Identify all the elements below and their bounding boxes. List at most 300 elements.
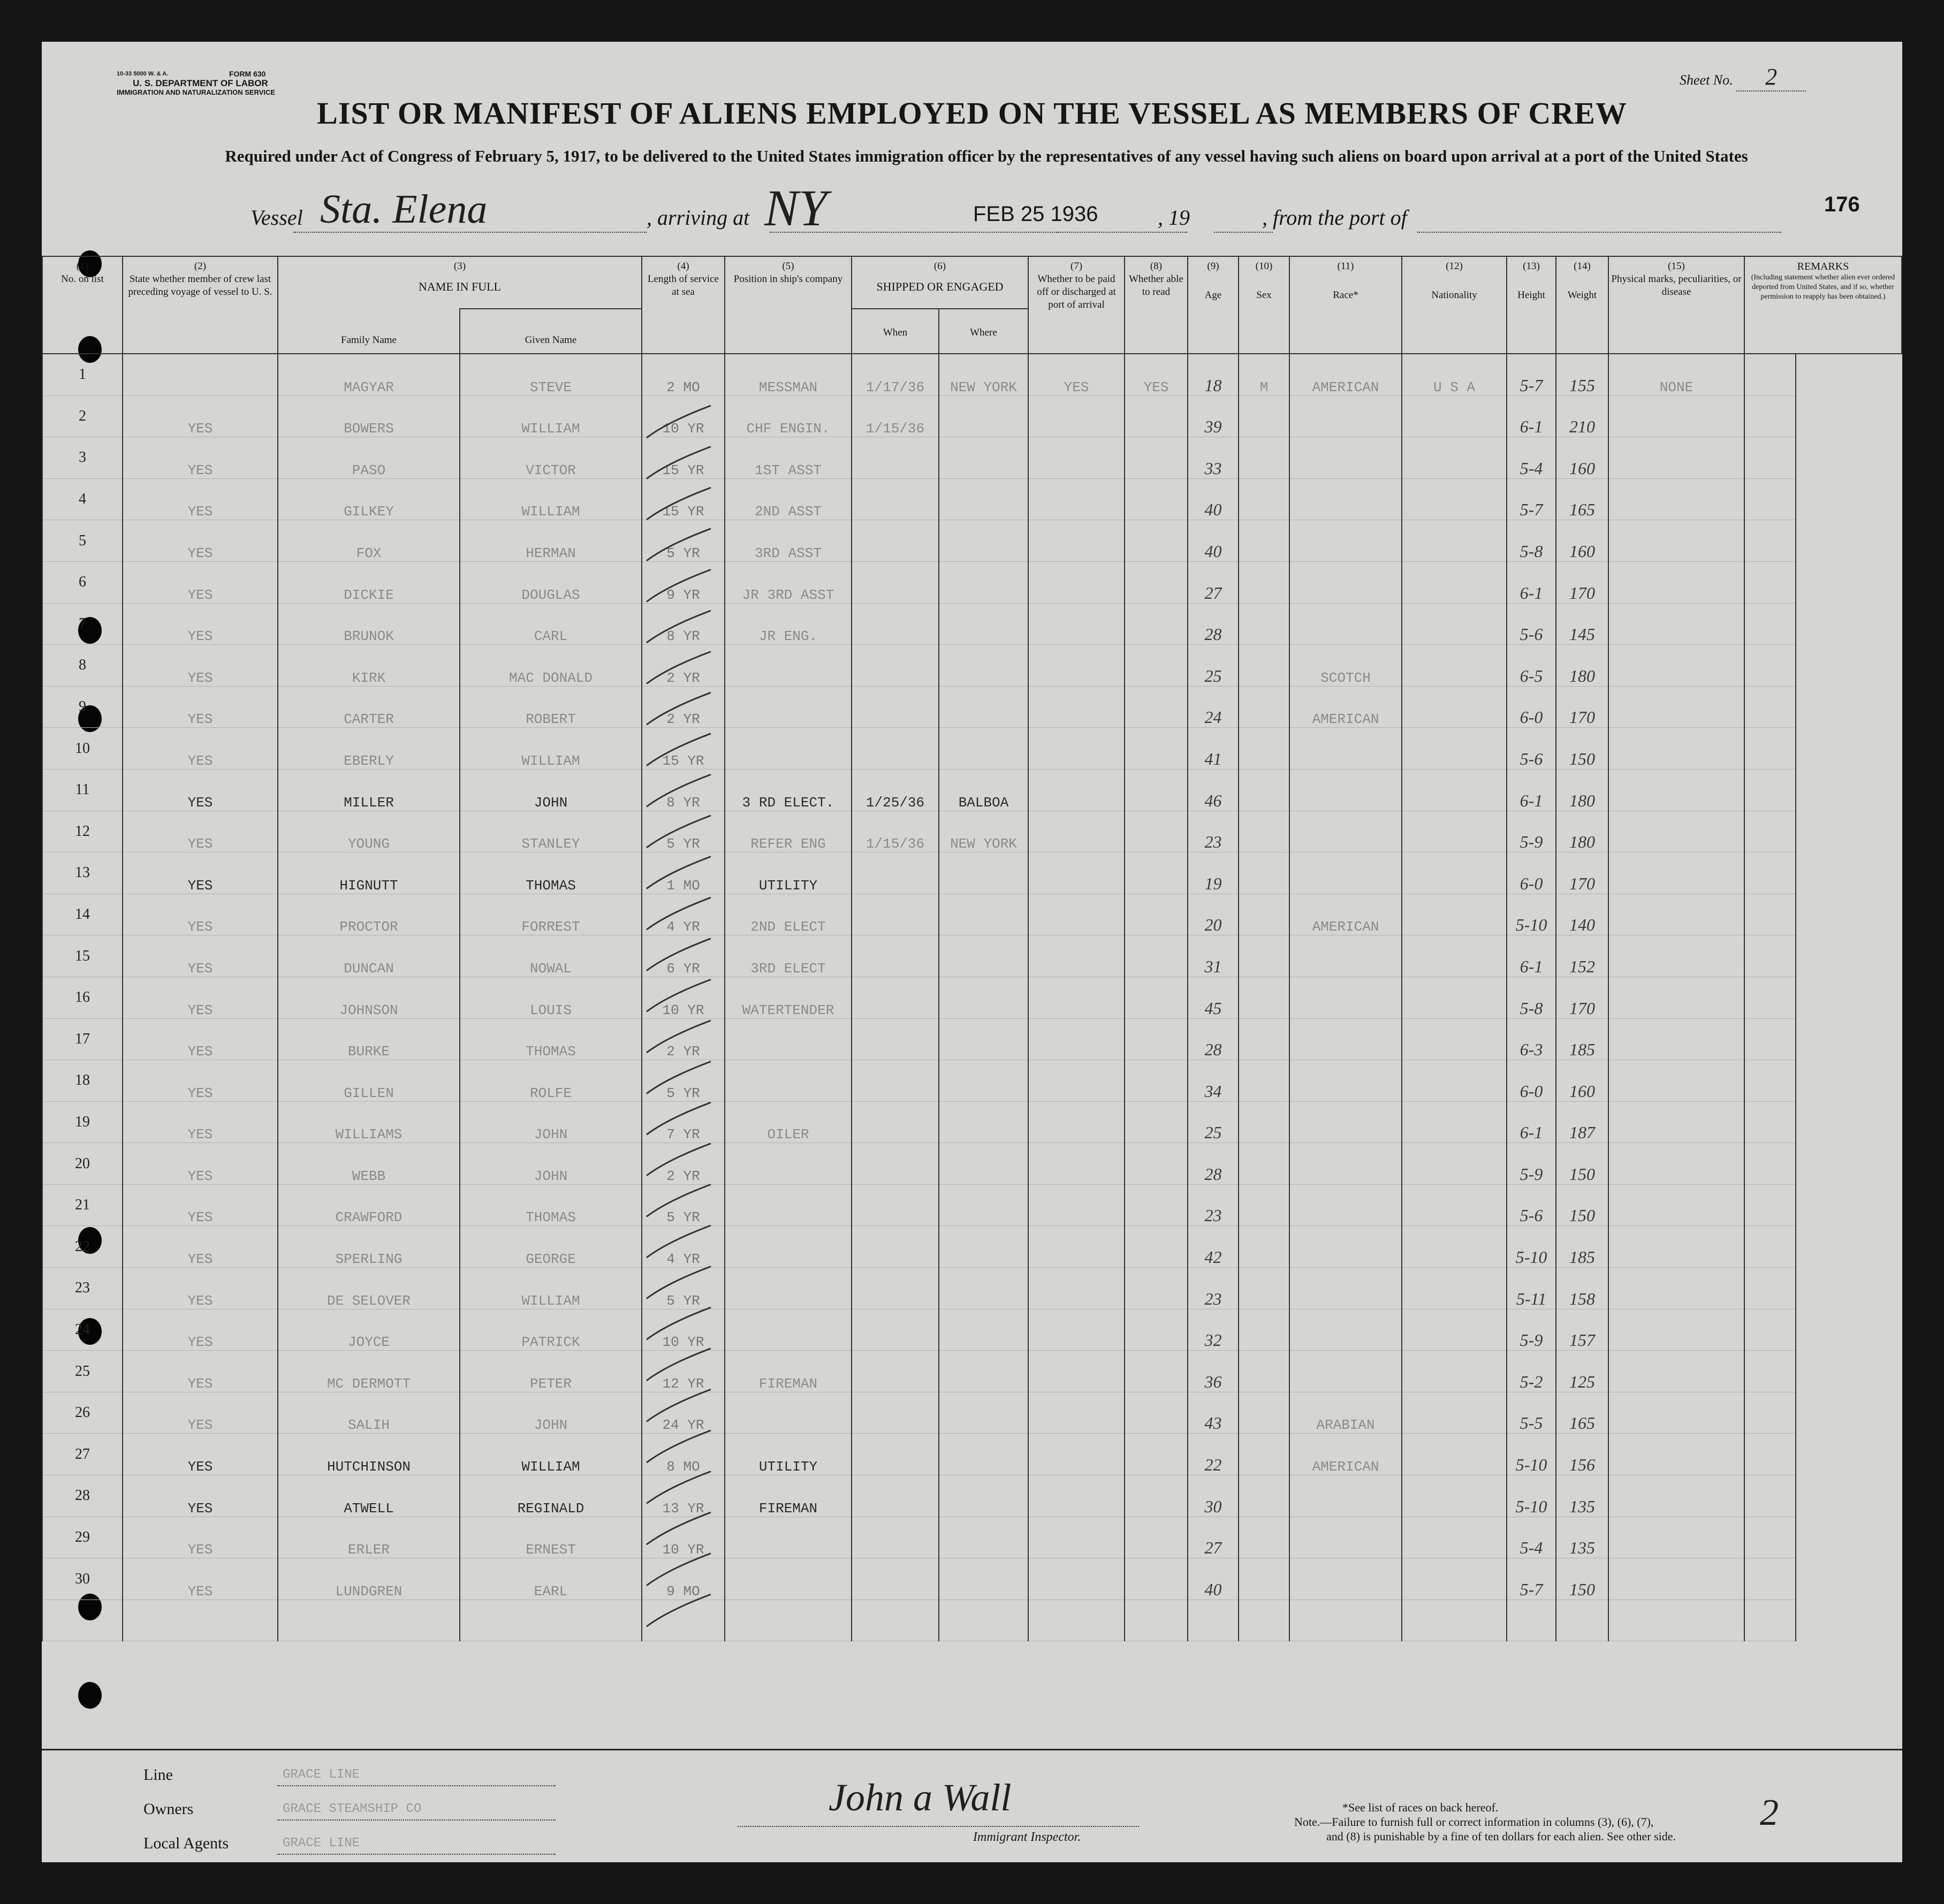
footer-rule [42,1749,1902,1750]
blank-cell [725,1600,852,1641]
cell-given: PETER [460,1351,642,1392]
cell-paid [1028,769,1125,811]
cell-service: 4 YR [642,1226,725,1268]
cell-sex [1239,769,1289,811]
cell-prev: YES [123,1143,278,1185]
cell-marks [1608,894,1744,935]
cell-sex [1239,1101,1289,1143]
cell-marks: NONE [1608,354,1744,395]
cell-weight: 170 [1556,852,1608,894]
cell-where [939,1143,1028,1185]
blank-cell [852,1600,939,1641]
cell-sex [1239,645,1289,687]
table-row [42,395,1902,437]
cell-no: 2 [42,395,123,437]
pencil-tick [647,774,711,806]
cell-given: STEVE [460,354,642,395]
cell-where [939,1392,1028,1434]
year-label: , 19 [1158,205,1190,230]
cell-weight: 170 [1556,977,1608,1018]
table-row [42,1434,1902,1475]
cell-weight: 155 [1556,354,1608,395]
cell-no: 6 [42,561,123,603]
cell-paid [1028,1434,1125,1475]
cell-nationality [1402,1184,1507,1226]
cell-read [1125,1309,1188,1351]
cell-race [1289,935,1402,977]
cell-when [852,852,939,894]
col-14-header: (14) Weight [1556,256,1608,354]
cell-sex [1239,977,1289,1018]
cell-position [725,1517,852,1558]
cell-age: 43 [1188,1392,1239,1434]
cell-sex [1239,395,1289,437]
cell-when [852,1268,939,1309]
cell-position: UTILITY [725,1434,852,1475]
cell-sex [1239,1434,1289,1475]
cell-age: 36 [1188,1351,1239,1392]
cell-no: 5 [42,520,123,562]
cell-read [1125,1434,1188,1475]
cell-weight: 185 [1556,1226,1608,1268]
cell-no: 8 [42,645,123,687]
cell-remarks [1744,1143,1796,1185]
cell-nationality [1402,561,1507,603]
table-row [42,354,1902,395]
document-subtitle: Required under Act of Congress of February 5, 1917, to be delivered to the United States immigration officer by the representatives of any vessel having such aliens on board upon arrival at a port of the United States [225,147,1748,165]
corner-page-number: 2 [1760,1792,1779,1833]
cell-marks [1608,1392,1744,1434]
cell-read [1125,1060,1188,1102]
cell-marks [1608,1060,1744,1102]
pencil-tick [647,939,711,971]
cell-no: 27 [42,1434,123,1475]
cell-marks [1608,1226,1744,1268]
cell-no: 11 [42,769,123,811]
blank-cell [1556,1600,1608,1641]
cell-given: THOMAS [460,852,642,894]
table-row [42,977,1902,1018]
where-header: Where [939,309,1028,354]
cell-sex [1239,935,1289,977]
cell-position [725,728,852,770]
cell-position [725,1226,852,1268]
cell-paid [1028,520,1125,562]
cell-read [1125,1101,1188,1143]
cell-remarks [1744,1475,1796,1517]
cell-paid [1028,1226,1125,1268]
pencil-tick [647,1225,711,1258]
manifest-sheet [42,42,1902,1862]
cell-where [939,1060,1028,1102]
cell-no: 10 [42,728,123,770]
cell-family: DUNCAN [278,935,460,977]
footnotes [1294,1800,1765,1844]
cell-family: EBERLY [278,728,460,770]
cell-nationality [1402,478,1507,520]
cell-given: CARL [460,603,642,645]
manifest-rows [42,354,1902,1641]
cell-nationality [1402,1018,1507,1060]
cell-read [1125,1475,1188,1517]
cell-read [1125,645,1188,687]
department-name: U. S. DEPARTMENT OF LABOR [133,78,268,88]
cell-position: FIREMAN [725,1475,852,1517]
col-8-header: (8) Whether able to read [1125,256,1188,354]
table-row [42,811,1902,852]
cell-age: 45 [1188,977,1239,1018]
cell-race [1289,561,1402,603]
cell-family: KIRK [278,645,460,687]
cell-service: 10 YR [642,977,725,1018]
cell-prev: YES [123,645,278,687]
cell-where [939,603,1028,645]
cell-remarks [1744,1309,1796,1351]
cell-weight: 150 [1556,1143,1608,1185]
cell-prev: YES [123,1351,278,1392]
cell-no: 29 [42,1517,123,1558]
cell-height: 5-4 [1507,1517,1556,1558]
table-row [42,935,1902,977]
line-value: GRACE LINE [283,1768,360,1782]
cell-marks [1608,935,1744,977]
cell-family: CRAWFORD [278,1184,460,1226]
cell-age: 27 [1188,561,1239,603]
cell-height: 6-1 [1507,395,1556,437]
cell-remarks [1744,1226,1796,1268]
cell-remarks [1744,395,1796,437]
cell-height: 5-7 [1507,1558,1556,1600]
cell-no: 12 [42,811,123,852]
cell-given: GEORGE [460,1226,642,1268]
cell-marks [1608,1184,1744,1226]
cell-marks [1608,1268,1744,1309]
cell-given: THOMAS [460,1018,642,1060]
cell-height: 6-1 [1507,561,1556,603]
cell-age: 30 [1188,1475,1239,1517]
cell-position: REFER ENG [725,811,852,852]
cell-height: 6-0 [1507,1060,1556,1102]
cell-family: JOHNSON [278,977,460,1018]
pencil-tick [647,1307,711,1339]
cell-where [939,561,1028,603]
line-label: Line [143,1766,173,1784]
cell-read [1125,1268,1188,1309]
cell-prev: YES [123,561,278,603]
cell-race [1289,1517,1402,1558]
pencil-tick [647,1512,711,1544]
cell-no: 19 [42,1101,123,1143]
pencil-tick [647,406,711,438]
cell-height: 5-8 [1507,520,1556,562]
cell-no: 23 [42,1268,123,1309]
cell-nationality [1402,520,1507,562]
cell-race [1289,478,1402,520]
blank-cell [123,1600,278,1641]
pencil-tick [647,1430,711,1463]
cell-family: BURKE [278,1018,460,1060]
cell-weight: 160 [1556,1060,1608,1102]
cell-when [852,977,939,1018]
cell-where [939,1517,1028,1558]
cell-height: 5-10 [1507,894,1556,935]
cell-marks [1608,852,1744,894]
service-name: IMMIGRATION AND NATURALIZATION SERVICE [117,88,276,96]
pencil-tick [647,611,711,643]
cell-weight: 140 [1556,894,1608,935]
document-title: LIST OR MANIFEST OF ALIENS EMPLOYED ON THE VESSEL AS MEMBERS OF CREW [317,96,1627,131]
cell-position [725,1309,852,1351]
blank-cell [1188,1600,1239,1641]
cell-nationality [1402,1475,1507,1517]
cell-read [1125,1226,1188,1268]
cell-remarks [1744,1018,1796,1060]
pencil-tick [647,1267,711,1299]
cell-paid [1028,1184,1125,1226]
cell-no: 30 [42,1558,123,1600]
cell-paid [1028,811,1125,852]
cell-family: ERLER [278,1517,460,1558]
cell-nationality [1402,1558,1507,1600]
cell-marks [1608,520,1744,562]
cell-family: HIGNUTT [278,852,460,894]
cell-height: 5-2 [1507,1351,1556,1392]
cell-where [939,977,1028,1018]
pencil-tick [647,692,711,725]
cell-position [725,1392,852,1434]
cell-remarks [1744,811,1796,852]
cell-height: 6-1 [1507,935,1556,977]
pencil-tick [647,652,711,684]
cell-service: 2 YR [642,645,725,687]
cell-weight: 185 [1556,1018,1608,1060]
cell-height: 5-10 [1507,1226,1556,1268]
form-code: 10-33 5000 W. & A. [117,71,169,77]
cell-height: 5-4 [1507,437,1556,479]
cell-given: FORREST [460,894,642,935]
cell-marks [1608,603,1744,645]
cell-nationality [1402,686,1507,728]
cell-when: 1/15/36 [852,395,939,437]
cell-prev: YES [123,1558,278,1600]
cell-family: MAGYAR [278,354,460,395]
cell-age: 39 [1188,395,1239,437]
cell-position [725,686,852,728]
cell-remarks [1744,437,1796,479]
cell-sex [1239,1184,1289,1226]
cell-no: 13 [42,852,123,894]
cell-prev: YES [123,1101,278,1143]
year-underline [1214,232,1273,233]
cell-sex [1239,520,1289,562]
table-row [42,1226,1902,1268]
table-row [42,645,1902,687]
cell-service: 8 YR [642,603,725,645]
cell-given: LOUIS [460,977,642,1018]
cell-prev: YES [123,1018,278,1060]
table-row [42,520,1902,562]
page-number-stamp: 176 [1824,193,1860,216]
cell-sex [1239,1018,1289,1060]
vessel-name: Sta. Elena [320,187,488,232]
cell-read [1125,395,1188,437]
cell-given: REGINALD [460,1475,642,1517]
cell-position: MESSMAN [725,354,852,395]
cell-age: 28 [1188,1143,1239,1185]
cell-age: 25 [1188,1101,1239,1143]
blank-cell [1028,1600,1125,1641]
cell-when [852,1351,939,1392]
cell-position: 2ND ASST [725,478,852,520]
cell-age: 41 [1188,728,1239,770]
cell-height: 5-11 [1507,1268,1556,1309]
cell-weight: 157 [1556,1309,1608,1351]
cell-where [939,894,1028,935]
cell-age: 23 [1188,811,1239,852]
cell-age: 42 [1188,1226,1239,1268]
cell-where [939,478,1028,520]
cell-paid [1028,728,1125,770]
cell-age: 34 [1188,1060,1239,1102]
table-row [42,852,1902,894]
cell-family: WEBB [278,1143,460,1185]
cell-weight: 160 [1556,437,1608,479]
col-7-header: (7) Whether to be paid off or discharged at port of arrival [1028,256,1125,354]
col-6-header: (6) SHIPPED OR ENGAGED [852,256,1028,309]
cell-position [725,1060,852,1102]
cell-remarks [1744,1517,1796,1558]
cell-read: YES [1125,354,1188,395]
cell-weight: 145 [1556,603,1608,645]
cell-given: JOHN [460,1101,642,1143]
cell-given: VICTOR [460,437,642,479]
cell-weight: 150 [1556,1184,1608,1226]
blank-cell [1239,1600,1289,1641]
pencil-tick [647,1184,711,1216]
cell-read [1125,728,1188,770]
cell-age: 40 [1188,520,1239,562]
cell-age: 40 [1188,1558,1239,1600]
cell-nationality [1402,852,1507,894]
cell-remarks [1744,561,1796,603]
cell-sex [1239,894,1289,935]
cell-race [1289,769,1402,811]
cell-when [852,894,939,935]
cell-age: 27 [1188,1517,1239,1558]
cell-nationality [1402,1392,1507,1434]
cell-remarks [1744,645,1796,687]
cell-marks [1608,686,1744,728]
cell-nationality [1402,1060,1507,1102]
cell-remarks [1744,354,1796,395]
cell-service: 7 YR [642,1101,725,1143]
cell-remarks [1744,1060,1796,1102]
cell-service: 12 YR [642,1351,725,1392]
pencil-tick [647,816,711,848]
cell-when [852,1101,939,1143]
owners-label: Owners [143,1800,194,1818]
cell-when [852,1434,939,1475]
cell-remarks [1744,1434,1796,1475]
cell-age: 40 [1188,478,1239,520]
cell-when [852,1558,939,1600]
cell-service: 9 MO [642,1558,725,1600]
cell-service: 2 YR [642,686,725,728]
cell-service: 4 YR [642,894,725,935]
cell-prev: YES [123,1309,278,1351]
cell-family: CARTER [278,686,460,728]
cell-height: 6-0 [1507,686,1556,728]
local-agents-label: Local Agents [143,1834,229,1852]
table-row [42,561,1902,603]
cell-family: JOYCE [278,1309,460,1351]
cell-when [852,1517,939,1558]
cell-given: WILLIAM [460,395,642,437]
cell-sex [1239,1517,1289,1558]
line-underline [277,1785,556,1786]
cell-marks [1608,1018,1744,1060]
cell-nationality [1402,645,1507,687]
cell-sex [1239,811,1289,852]
cell-where [939,1184,1028,1226]
cell-read [1125,520,1188,562]
cell-weight: 165 [1556,478,1608,520]
cell-paid [1028,1143,1125,1185]
cell-height: 5-7 [1507,354,1556,395]
cell-sex [1239,561,1289,603]
cell-family: BRUNOK [278,603,460,645]
cell-position: CHF ENGIN. [725,395,852,437]
blank-cell [1608,1600,1744,1641]
cell-weight: 170 [1556,686,1608,728]
cell-remarks [1744,686,1796,728]
table-row [42,1018,1902,1060]
cell-paid [1028,1392,1125,1434]
cell-prev: YES [123,1475,278,1517]
col-11-header: (11) Race* [1289,256,1402,354]
cell-service: 2 YR [642,1018,725,1060]
cell-age: 31 [1188,935,1239,977]
cell-when [852,520,939,562]
cell-paid [1028,894,1125,935]
cell-read [1125,1517,1188,1558]
cell-where [939,1226,1028,1268]
cell-sex [1239,686,1289,728]
arriving-label: , arriving at [647,205,750,230]
cell-service: 5 YR [642,520,725,562]
cell-nationality [1402,728,1507,770]
cell-height: 5-6 [1507,728,1556,770]
cell-height: 6-3 [1507,1018,1556,1060]
cell-age: 23 [1188,1268,1239,1309]
cell-given: PATRICK [460,1309,642,1351]
cell-age: 22 [1188,1434,1239,1475]
cell-no: 18 [42,1060,123,1102]
pencil-tick [647,447,711,479]
blank-cell [1125,1600,1188,1641]
cell-weight: 152 [1556,935,1608,977]
cell-nationality [1402,1309,1507,1351]
cell-remarks [1744,520,1796,562]
penalty-note-2: and (8) is punishable by a fine of ten dollars for each alien. See other side. [1326,1830,1676,1843]
pencil-tick [647,488,711,520]
family-name-header: Family Name [278,309,460,354]
cell-prev: YES [123,1434,278,1475]
cell-height: 5-9 [1507,811,1556,852]
cell-nationality [1402,1434,1507,1475]
cell-when [852,1226,939,1268]
cell-sex [1239,728,1289,770]
